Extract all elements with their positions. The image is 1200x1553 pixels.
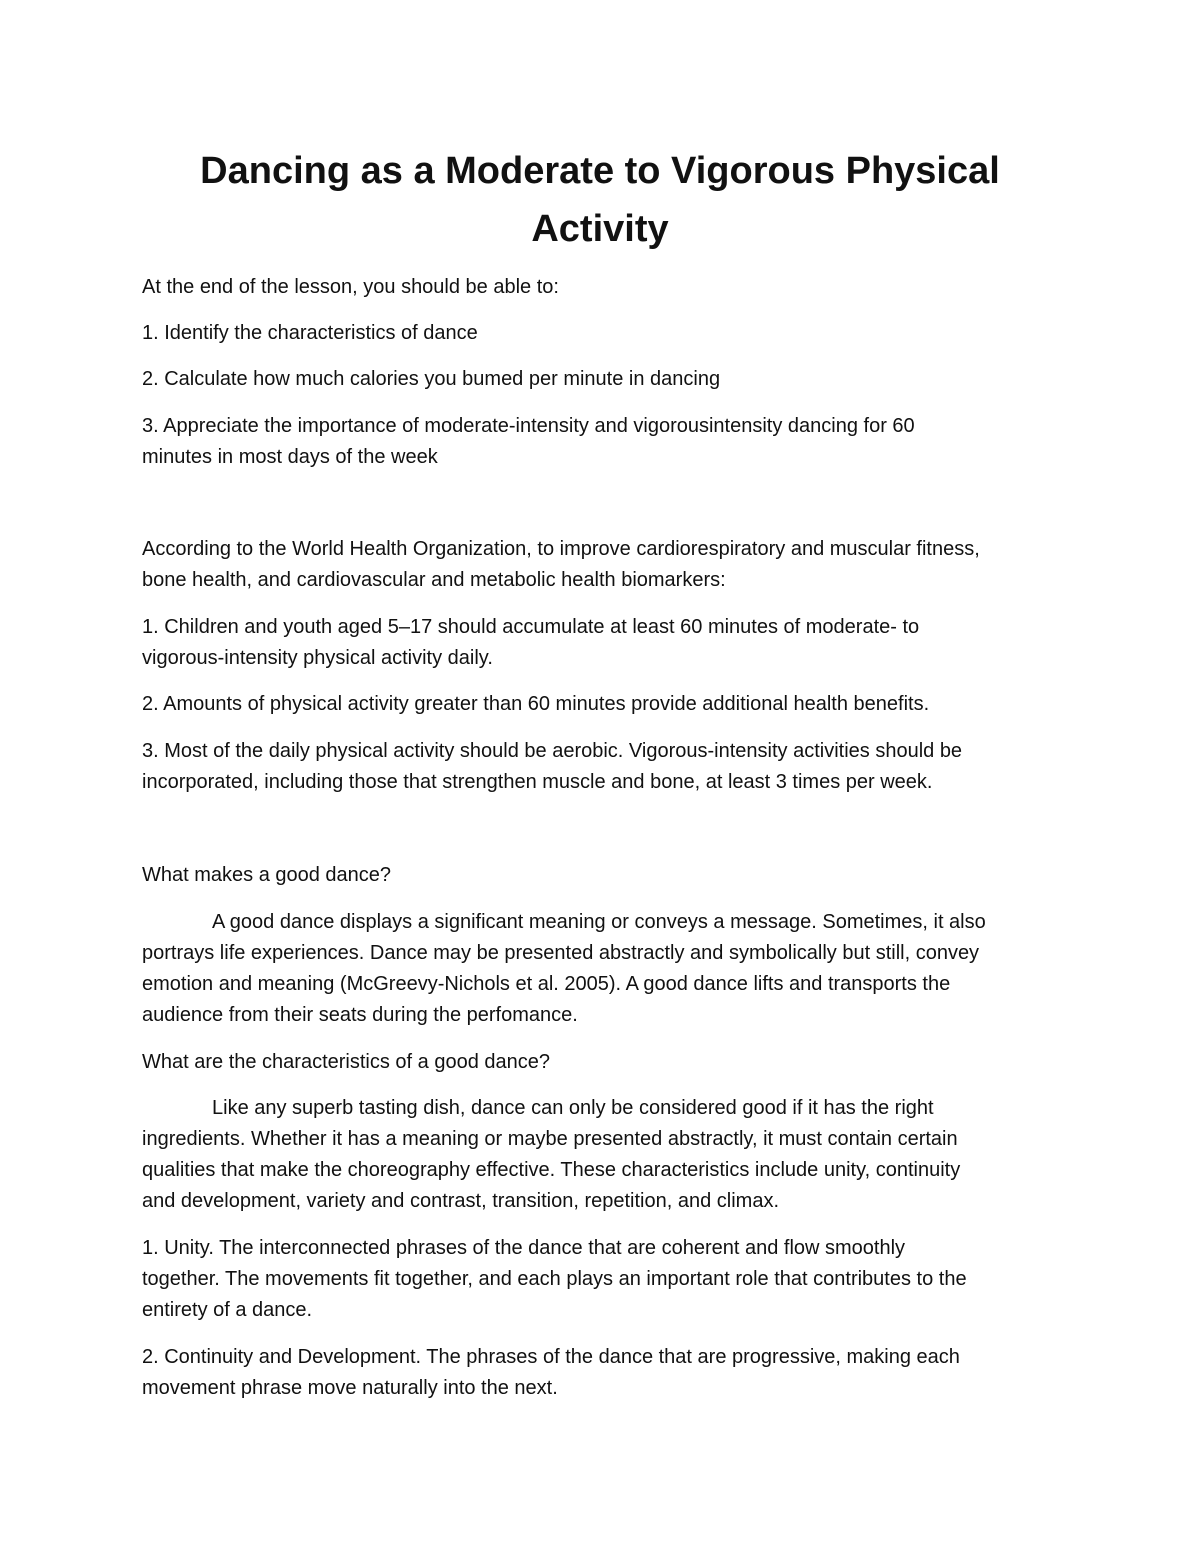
characteristics-paragraph-line-4: and development, variety and contrast, transition, repetition, and climax. [142,1190,780,1212]
who-item-3-line-1: 3. Most of the daily physical activity should be aerobic. Vigorous-intensity activities should be [142,740,963,762]
objective-item-3-line-2: minutes in most days of the week [142,446,438,468]
who-item-3-line-2: incorporated, including those that strengthen muscle and bone, at least 3 times per week. [142,771,933,793]
good-dance-paragraph-line-3: emotion and meaning (McGreevy-Nichols et al. 2005). A good dance lifts and transports the [142,973,951,995]
objective-item-3-line-1: 3. Appreciate the importance of moderate-intensity and vigorousintensity dancing for 60 [142,415,915,437]
who-item-2: 2. Amounts of physical activity greater than 60 minutes provide additional health benefits. [142,693,930,715]
unity-line-1: 1. Unity. The interconnected phrases of the dance that are coherent and flow smoothly [142,1237,906,1259]
unity-line-2: together. The movements fit together, and each plays an important role that contributes to the [142,1268,967,1290]
good-dance-paragraph-line-4: audience from their seats during the perfomance. [142,1004,578,1026]
who-item-1-line-1: 1. Children and youth aged 5–17 should accumulate at least 60 minutes of moderate- to [142,616,920,638]
continuity-line-2: movement phrase move naturally into the next. [142,1377,558,1399]
characteristics-paragraph-line-3: qualities that make the choreography effective. These characteristics include unity, continuity [142,1159,961,1181]
characteristics-paragraph-line-1: Like any superb tasting dish, dance can only be considered good if it has the right [212,1097,934,1119]
objective-item-1: 1. Identify the characteristics of dance [142,322,478,344]
objective-item-2: 2. Calculate how much calories you bumed per minute in dancing [142,368,721,390]
characteristics-paragraph-line-2: ingredients. Whether it has a meaning or maybe presented abstractly, it must contain certain [142,1128,958,1150]
unity-line-3: entirety of a dance. [142,1299,313,1321]
title-line-1: Dancing as a Moderate to Vigorous Physical [200,150,1000,192]
continuity-line-1: 2. Continuity and Development. The phrases of the dance that are progressive, making each [142,1346,960,1368]
good-dance-question: What makes a good dance? [142,864,392,886]
good-dance-paragraph-line-2: portrays life experiences. Dance may be presented abstractly and symbolically but still, convey [142,942,980,964]
good-dance-paragraph-line-1: A good dance displays a significant meaning or conveys a message. Sometimes, it also [212,911,986,933]
who-intro-line-1: According to the World Health Organization, to improve cardiorespiratory and muscular fitness, [142,538,980,560]
characteristics-question: What are the characteristics of a good dance? [142,1051,551,1073]
who-intro-line-2: bone health, and cardiovascular and metabolic health biomarkers: [142,569,726,591]
document-title [100,142,1100,258]
title-line-2: Activity [531,208,669,250]
who-item-1-line-2: vigorous-intensity physical activity daily. [142,647,493,669]
objectives-intro: At the end of the lesson, you should be able to: [142,276,559,298]
